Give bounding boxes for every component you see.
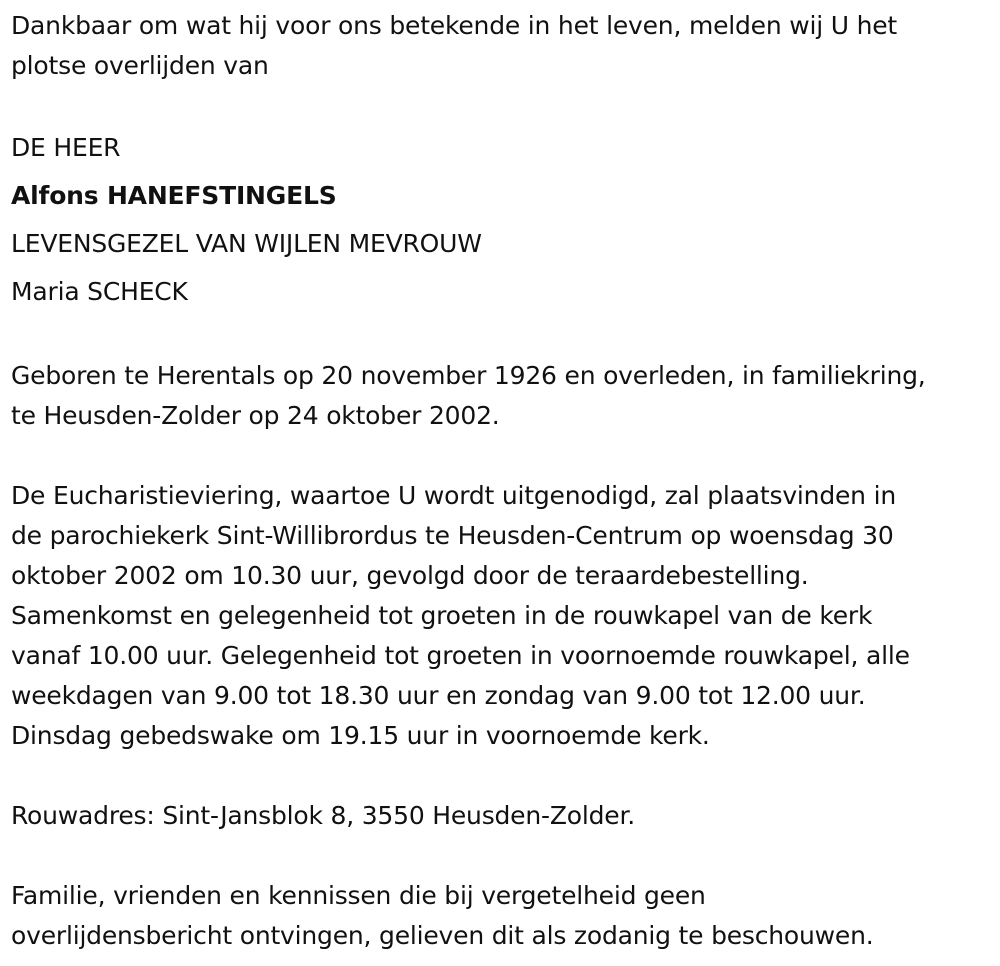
closing-paragraph	[11, 876, 996, 956]
ceremony-line: oktober 2002 om 10.30 uur, gevolgd door de teraardebestelling.	[11, 561, 809, 590]
ceremony-line: De Eucharistieviering, waartoe U wordt uitgenodigd, zal plaatsvinden in	[11, 481, 896, 510]
deceased-title: DE HEER	[11, 133, 121, 162]
ceremony-line: de parochiekerk Sint-Willibrordus te Heusden-Centrum op woensdag 30	[11, 521, 894, 550]
ceremony-paragraph	[11, 476, 996, 756]
partner-name: Maria SCHECK	[11, 277, 188, 306]
ceremony-line: vanaf 10.00 uur. Gelegenheid tot groeten in voornoemde rouwkapel, alle	[11, 641, 910, 670]
spacer	[11, 836, 996, 876]
spacer	[11, 436, 996, 476]
obituary-notice	[11, 6, 996, 956]
intro-line-2: plotse overlijden van	[11, 51, 269, 80]
ceremony-line: Samenkomst en gelegenheid tot groeten in de rouwkapel van de kerk	[11, 601, 873, 630]
closing-line-2: overlijdensbericht ontvingen, gelieven dit als zodanig te beschouwen.	[11, 921, 874, 950]
intro-line-1: Dankbaar om wat hij voor ons betekende in het leven, melden wij U het	[11, 11, 898, 40]
birth-death-line-1: Geboren te Herentals op 20 november 1926 en overleden, in familiekring,	[11, 361, 926, 390]
ceremony-line: Dinsdag gebedswake om 19.15 uur in voornoemde kerk.	[11, 721, 710, 750]
closing-line-1: Familie, vrienden en kennissen die bij vergetelheid geen	[11, 881, 706, 910]
address-paragraph	[11, 796, 996, 836]
birth-death-paragraph	[11, 356, 996, 436]
spacer	[11, 756, 996, 796]
intro-paragraph	[11, 6, 996, 86]
mourning-address: Rouwadres: Sint-Jansblok 8, 3550 Heusden-Zolder.	[11, 801, 635, 830]
partner-label: LEVENSGEZEL VAN WIJLEN MEVROUW	[11, 229, 482, 258]
ceremony-line: weekdagen van 9.00 tot 18.30 uur en zondag van 9.00 tot 12.00 uur.	[11, 681, 866, 710]
spacer	[11, 316, 996, 356]
deceased-block	[11, 124, 996, 316]
deceased-name: Alfons HANEFSTINGELS	[11, 181, 337, 210]
spacer	[11, 86, 996, 126]
birth-death-line-2: te Heusden-Zolder op 24 oktober 2002.	[11, 401, 500, 430]
